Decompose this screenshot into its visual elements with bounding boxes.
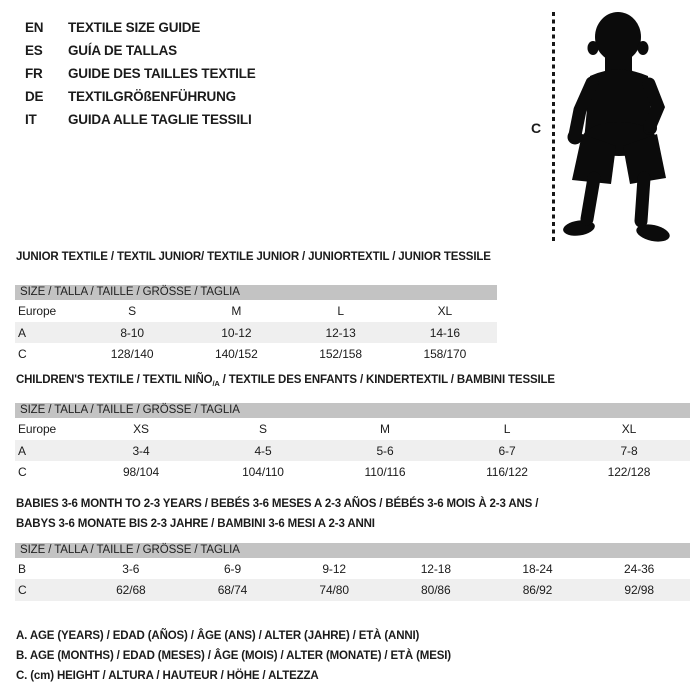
language-label: TEXTILGRÖßENFÜHRUNG	[68, 89, 236, 104]
language-row-en	[25, 16, 256, 39]
table-row-age	[15, 440, 690, 461]
table-cell: 74/80	[319, 583, 349, 597]
table-cell: 116/122	[486, 465, 528, 479]
table-cell: 12-18	[420, 561, 451, 576]
size-header-bar: SIZE / TALLA / TAILLE / GRÖSSE / TAGLIA	[15, 543, 690, 558]
legend-line-age-months: B. AGE (MONTHS) / EDAD (MESES) / ÂGE (MOIS) / ALTER (MONATE) / ETÀ (MESI)	[16, 650, 451, 662]
language-row-de	[25, 85, 256, 108]
language-code: ES	[25, 43, 43, 58]
table-cell: 6-9	[223, 561, 242, 576]
row-label: A	[18, 443, 26, 458]
row-label: C	[18, 583, 27, 597]
size-header-bar: SIZE / TALLA / TAILLE / GRÖSSE / TAGLIA	[15, 403, 690, 418]
table-cell: 62/68	[116, 583, 146, 597]
row-label: A	[18, 325, 26, 340]
junior-textile-table	[15, 285, 497, 365]
language-code: EN	[25, 20, 44, 35]
table-row-age	[15, 322, 497, 343]
language-code: FR	[25, 66, 43, 81]
height-measure-label: C	[531, 120, 542, 136]
table-cell: 12-13	[325, 325, 356, 340]
table-row-months	[15, 558, 690, 579]
table-title-babies	[16, 494, 538, 534]
table-row-europe	[15, 418, 690, 440]
language-code: DE	[25, 89, 44, 104]
table-cell: 68/74	[217, 583, 248, 597]
table-title-junior: JUNIOR TEXTILE / TEXTIL JUNIOR/ TEXTILE JUNIOR / JUNIORTEXTIL / JUNIOR TESSILE	[16, 251, 491, 263]
table-cell: M	[231, 304, 242, 318]
table-cell: XL	[621, 422, 637, 436]
table-cell: 3-6	[122, 561, 140, 576]
title-line-2: BABYS 3-6 MONATE BIS 2-3 JAHRE / BAMBINI 3-6 MESI A 2-3 ANNI	[16, 518, 375, 530]
row-label: C	[18, 347, 27, 361]
table-cell: L	[337, 304, 344, 318]
row-label: Europe	[18, 422, 57, 436]
table-cell: 10-12	[221, 325, 252, 340]
table-row-height	[15, 343, 497, 365]
table-cell: 3-4	[132, 443, 150, 458]
table-cell: L	[503, 422, 511, 436]
table-cell: 86/92	[522, 583, 553, 597]
table-cell: 98/104	[122, 465, 160, 479]
table-cell: 8-10	[120, 325, 144, 340]
table-cell: 24-36	[624, 561, 655, 576]
language-code: IT	[25, 112, 37, 127]
table-cell: 80/86	[421, 583, 451, 597]
table-cell: 110/116	[364, 465, 406, 479]
language-label: TEXTILE SIZE GUIDE	[68, 20, 201, 35]
table-cell: 14-16	[429, 325, 460, 340]
table-cell: XL	[437, 304, 453, 318]
table-cell: 122/128	[607, 465, 651, 479]
legend-line-height: C. (cm) HEIGHT / ALTURA / HAUTEUR / HÖHE / ALTEZZA	[16, 670, 319, 682]
table-cell: 140/152	[215, 347, 258, 361]
table-cell: S	[128, 304, 137, 318]
table-cell: 152/158	[319, 347, 362, 361]
height-measure-line	[552, 12, 555, 243]
table-cell: 4-5	[254, 443, 272, 458]
table-cell: M	[380, 422, 390, 436]
table-cell: 158/170	[423, 347, 467, 361]
table-cell: 92/98	[624, 583, 654, 597]
row-label: B	[18, 561, 26, 576]
table-row-europe	[15, 300, 497, 322]
table-cell: S	[259, 422, 267, 436]
language-list	[25, 16, 256, 131]
title-text: / TEXTILE DES ENFANTS / KINDERTEXTIL / BAMBINI TESSILE	[219, 374, 555, 386]
table-cell: 7-8	[620, 443, 638, 458]
language-label: GUIDA ALLE TAGLIE TESSILI	[68, 112, 252, 127]
row-label: Europe	[18, 304, 57, 318]
legend-line-age-years: A. AGE (YEARS) / EDAD (AÑOS) / ÂGE (ANS) / ALTER (JAHRE) / ETÀ (ANNI)	[16, 630, 420, 642]
childrens-textile-table	[15, 403, 690, 483]
table-cell: 5-6	[376, 443, 394, 458]
language-label: GUÍA DE TALLAS	[68, 43, 177, 58]
table-row-height	[15, 579, 690, 601]
language-row-es	[25, 39, 256, 62]
table-cell: 9-12	[322, 561, 346, 576]
table-cell: 6-7	[498, 443, 516, 458]
toddler-silhouette-icon	[556, 6, 700, 248]
table-title-children	[16, 374, 555, 386]
language-row-it	[25, 108, 256, 131]
size-header-bar: SIZE / TALLA / TAILLE / GRÖSSE / TAGLIA	[15, 285, 497, 300]
legend	[16, 626, 451, 686]
language-row-fr	[25, 62, 256, 85]
babies-textile-table	[15, 543, 690, 601]
table-cell: 128/140	[110, 347, 154, 361]
table-cell: 18-24	[522, 561, 553, 576]
title-subscript: /A	[212, 379, 220, 388]
row-label: C	[18, 465, 27, 479]
title-line-1: BABIES 3-6 MONTH TO 2-3 YEARS / BEBÉS 3-6 MESES A 2-3 AÑOS / BÉBÉS 3-6 MOIS À 2-3 ANS /	[16, 498, 539, 510]
language-label: GUIDE DES TAILLES TEXTILE	[68, 66, 256, 81]
table-cell: XS	[133, 422, 149, 436]
table-row-height	[15, 461, 690, 483]
table-cell: 104/110	[242, 465, 284, 479]
title-text: CHILDREN'S TEXTILE / TEXTIL NIÑO	[16, 374, 213, 386]
